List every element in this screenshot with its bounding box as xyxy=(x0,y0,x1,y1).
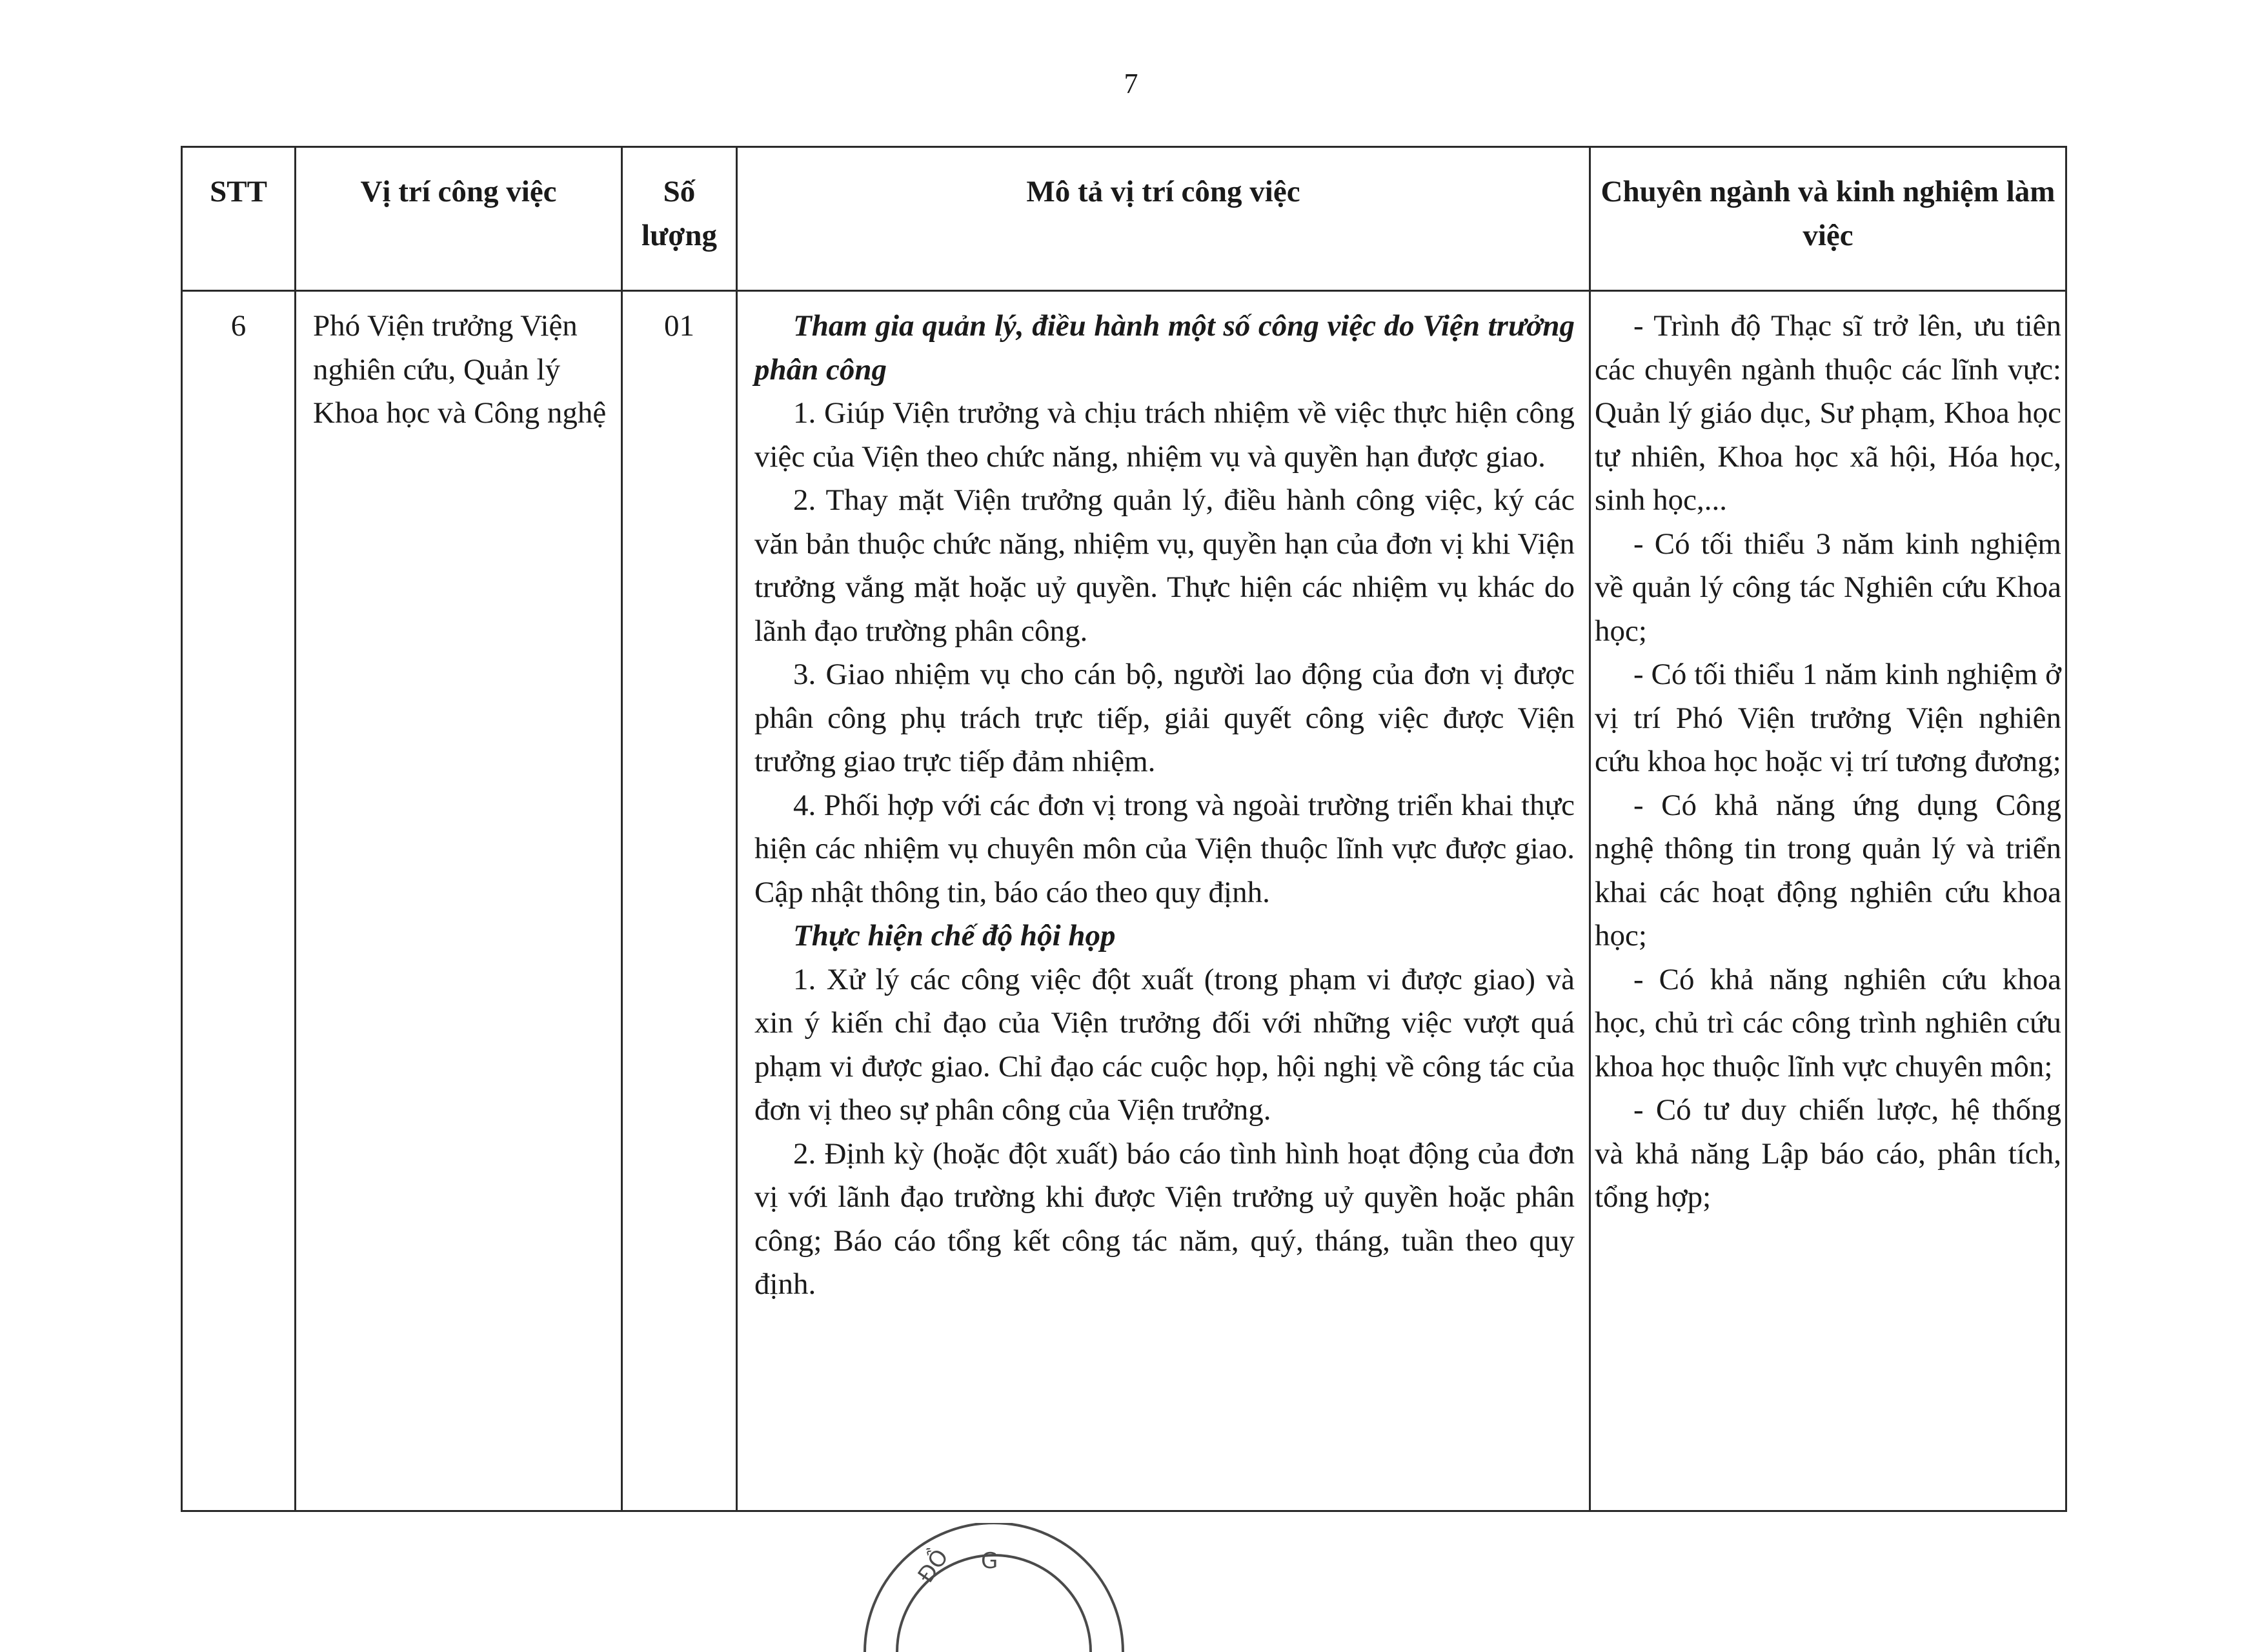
header-stt: STT xyxy=(182,147,296,291)
seal-text: ĐỒ xyxy=(913,1544,954,1588)
table-row xyxy=(182,291,2066,1511)
requirement-item: - Có tư duy chiến lược, hệ thống và khả năng Lập báo cáo, phân tích, tổng hợp; xyxy=(1595,1093,2061,1214)
requirement-item: - Trình độ Thạc sĩ trở lên, ưu tiên các chuyên ngành thuộc các lĩnh vực: Quản lý giáo dục, Sư phạm, Khoa học tự nhiên, Khoa học xã hội, Hóa học, sinh học,... xyxy=(1595,309,2061,517)
official-seal xyxy=(852,1523,1136,1652)
requirement-item: - Có khả năng nghiên cứu khoa học, chủ trì các công trình nghiên cứu khoa học thuộc lĩnh vực chuyên môn; xyxy=(1595,962,2061,1083)
table-header-row xyxy=(182,147,2066,291)
header-position: Vị trí công việc xyxy=(296,147,622,291)
description-item: 1. Giúp Viện trưởng và chịu trách nhiệm về việc thực hiện công việc của Viện theo chức năng, nhiệm vụ và quyền hạn được giao. xyxy=(754,396,1575,474)
description-section-1-title: Tham gia quản lý, điều hành một số công việc do Viện trưởng phân công xyxy=(754,309,1575,387)
cell-position: Phó Viện trưởng Viện nghiên cứu, Quản lý Khoa học và Công nghệ xyxy=(296,291,622,1511)
description-section-2-title: Thực hiện chế độ hội họp xyxy=(793,919,1116,952)
requirement-item: - Có khả năng ứng dụng Công nghệ thông tin trong quản lý và triển khai các hoạt động nghiên cứu khoa học; xyxy=(1595,788,2061,952)
cell-requirements xyxy=(1590,291,2066,1511)
page-number: 7 xyxy=(1124,68,1138,99)
description-item: 1. Xử lý các công việc đột xuất (trong phạm vi được giao) và xin ý kiến chỉ đạo của Viện trưởng đối với những việc vượt quá phạm vi được giao. Chỉ đạo các cuộc họp, hội nghị về công tác của đơn vị theo sự phân công của Viện trưởng. xyxy=(754,962,1575,1127)
seal-text: G xyxy=(981,1548,998,1574)
description-item: 4. Phối hợp với các đơn vị trong và ngoài trường triển khai thực hiện các nhiệm vụ chuyên môn của Viện thuộc lĩnh vực được giao. Cập nhật thông tin, báo cáo theo quy định. xyxy=(754,788,1575,909)
header-requirements: Chuyên ngành và kinh nghiệm làm việc xyxy=(1590,147,2066,291)
requirement-item: - Có tối thiểu 3 năm kinh nghiệm về quản lý công tác Nghiên cứu Khoa học; xyxy=(1595,527,2061,648)
description-item: 2. Thay mặt Viện trưởng quản lý, điều hành công việc, ký các văn bản thuộc chức năng, nhiệm vụ, quyền hạn của đơn vị khi Viện trưởng vắng mặt hoặc uỷ quyền. Thực hiện các nhiệm vụ khác do lãnh đạo trường phân công. xyxy=(754,483,1575,648)
cell-description xyxy=(737,291,1590,1511)
seal-outer-ring xyxy=(865,1523,1123,1652)
job-table xyxy=(181,146,2067,1512)
header-quantity: Số lượng xyxy=(622,147,737,291)
requirement-item: - Có tối thiểu 1 năm kinh nghiệm ở vị trí Phó Viện trưởng Viện nghiên cứu khoa học hoặc vị trí tương đương; xyxy=(1595,658,2061,778)
description-item: 2. Định kỳ (hoặc đột xuất) báo cáo tình hình hoạt động của đơn vị với lãnh đạo trường khi được Viện trưởng uỷ quyền hoặc phân công; Báo cáo tổng kết công tác năm, quý, tháng, tuần theo quy định. xyxy=(754,1136,1575,1301)
cell-stt: 6 xyxy=(182,291,296,1511)
header-description: Mô tả vị trí công việc xyxy=(737,147,1590,291)
description-item: 3. Giao nhiệm vụ cho cán bộ, người lao động của đơn vị được phân công phụ trách trực tiếp, giải quyết công việc được Viện trưởng giao trực tiếp đảm nhiệm. xyxy=(754,658,1575,778)
cell-quantity: 01 xyxy=(622,291,737,1511)
